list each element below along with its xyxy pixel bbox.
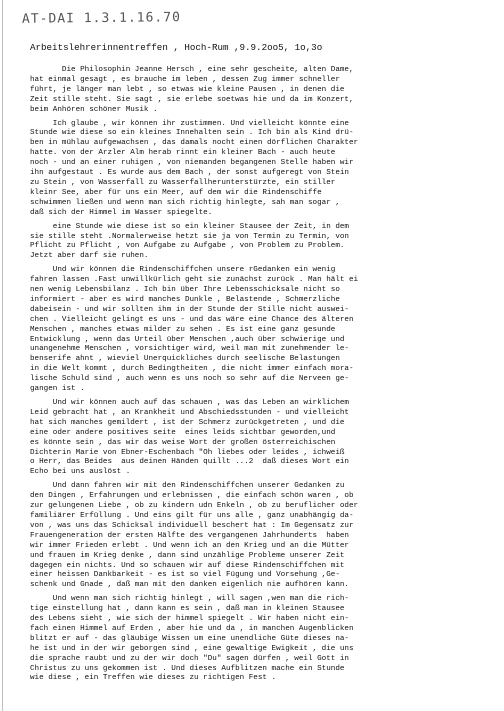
text-line: in die Welt kommt , durch Bedingtheiten , die nicht immer einfach mora- xyxy=(30,365,354,374)
text-line: schwimmen ließen und wenn man sich richtig hinlegte, sah man sogar , xyxy=(30,198,340,207)
text-line: fach einen Himmel auf Erden , aber hie und da , in manchen Augenblicken xyxy=(30,624,354,633)
text-line: Und dann fahren wir mit den Rindenschiffchen unserer Gedanken zu xyxy=(30,482,345,491)
text-line: Und wenn man sich richtig hinlegt , will sagen ,wen man die rich- xyxy=(30,595,349,604)
text-line: Menschen , manches etwas milder zu sehen . Es ist eine ganz gesunde xyxy=(30,325,336,334)
paragraph xyxy=(30,482,500,591)
text-line: führt, je länger man lebt , so etwas wie kleine Pausen , in denen die xyxy=(30,85,345,94)
text-line: sie stille steht .Normalerweise hetzt sie ja von Termin zu Termin, von xyxy=(30,232,349,241)
text-line: wie diese , ein Treffen wie dieses zu richtigen Fest . xyxy=(30,674,277,683)
text-line: Und wir können auch auf das schauen , was das Leben an wirklichem xyxy=(30,399,349,407)
text-line: Jetzt aber darf sie ruhen. xyxy=(30,252,149,261)
text-line: Ich glaube , wir können ihr zustimmen. Und vielleicht könnte eine xyxy=(30,119,349,128)
text-line: informiert - aber es wird manches Dunkle , Belastende , Schmerzliche xyxy=(30,295,340,304)
text-line: unangenehme Menschen , vorsichtiger wird, weil man mit zunehmender le- xyxy=(30,345,349,354)
text-line: ben in mühlau aufgewachsen , das damals nocht einen dörflichen Charakter xyxy=(30,139,359,148)
text-line: dagegen ein nichts. Und so schauen wir auf diese Rindenschiffchen mit xyxy=(30,561,345,570)
text-line: Christus zu uns gekommen ist . Und dieses Aufblitzen mache ein Stunde xyxy=(30,664,345,673)
text-line: ihn aufgestaut . Es wurde aus dem Bach , der sonst aufgeregt von Stein xyxy=(30,169,349,178)
text-line: fahren lassen .Fast unwillkürlich geht sie zunächst zurück . Man hält ei xyxy=(30,276,359,285)
text-line: Echo bei uns auslöst . xyxy=(30,468,131,477)
text-line: kleinr See, aber für uns ein Meer, auf dem wir die Rindenschiffe xyxy=(30,188,322,197)
page-edge-line xyxy=(2,0,3,711)
text-line: einer heissen Dankbarkeit - es ist so viel Fügung und Vorsehung ,Ge- xyxy=(30,571,340,580)
paragraph xyxy=(30,595,500,684)
text-line: zu Stein , von Wasserfall zu Wasserfallherunterstürzte, ein stiller xyxy=(30,178,336,187)
text-line: familiärer Erfüllung . Und eins gilt für uns alle , ganz unabhängig da- xyxy=(30,511,354,520)
text-line: beim Anhören schöner Musik . xyxy=(30,105,158,114)
text-line: hat einmal gesagt , es brauche im leben , dessen Zug immer schneller xyxy=(30,75,340,84)
text-line: daß sich der Himmel im Wasser spiegelte. xyxy=(30,208,213,217)
text-line: zur gelungenen Liebe , ob zu kindern udn Enkeln , ob zu beruflicher oder xyxy=(30,502,359,511)
text-line: blitzt er auf - das gläubige Wissen um eine unendliche Güte dieses na- xyxy=(30,634,349,643)
text-line: Stunde wie diese so ein kleines Innehalten sein . Ich bin als Kind drü- xyxy=(30,129,354,138)
text-line: es könnte sein , das wir das weise Wort der großen österreichischen xyxy=(30,438,336,447)
text-line: eine Stunde wie diese ist so ein kleiner Stausee der Zeit, in dem xyxy=(30,222,349,231)
text-line: wir immer Frieden erlebt . Und wenn ich an den Krieg und an die Mütter xyxy=(30,541,349,550)
text-line: Entwicklung , wenn das Urteil über Menschen ,auch über schwierige und xyxy=(30,335,345,344)
text-line: o Herr, das Beides aus deinen Händen quillt ...2 daß dieses Wort ein xyxy=(30,458,349,467)
paragraph xyxy=(30,399,500,478)
text-line: tige einstellung hat , dann kann es sein , daß man in kleinen Stausee xyxy=(30,605,345,614)
archive-stamp: AT-DAI 1.3.1.16.70 xyxy=(21,10,181,27)
text-line: benserife ahnt , wieviel Unerquickliches durch seelische Belastungen xyxy=(30,355,340,364)
text-line: lische Schuld sind , auch wenn es uns noch so sehr auf die Nerveen ge- xyxy=(30,375,349,384)
paragraph xyxy=(30,120,500,219)
text-line: nen wenig Lebensbilanz . Ich bin über Ihre Lebensschicksale nicht so xyxy=(30,286,340,295)
text-line: und frauen im Krieg denke , dann sind unzählige Probleme unserer Zeit xyxy=(30,551,345,560)
text-line: chen . Vielleicht gelingt es uns - und das wäre eine Chance des älteren xyxy=(30,315,354,324)
text-line: gangen ist . xyxy=(30,385,85,394)
text-line: Die Philosophin Jeanne Hersch , eine sehr gescheite, alten Dame, xyxy=(30,66,354,74)
text-line: Leid gebracht hat , an Krankheit und Abschiedsstunden - und vielleicht xyxy=(30,408,349,417)
text-line: des Lebens sieht , wie sich der himmel spiegelt . Wir haben nicht ein- xyxy=(30,615,349,624)
document-body xyxy=(30,66,500,684)
text-line: Zeit stille steht. Sie sagt , sie erlebe soetwas hie und da im Konzert, xyxy=(30,95,354,104)
text-line: noch - und an einer ruhigen , von niemanden begangenen Stelle haben wir xyxy=(30,159,354,168)
text-line: den Dingen , Erfahrungen und erlebnissen , die einfach schön waren , ob xyxy=(30,492,354,501)
paragraph xyxy=(30,66,500,116)
text-line: dabeisein - und wir sollten ihm in der Stunde der Stille nicht auswei- xyxy=(30,305,349,314)
text-line: Frauengeneration der ersten Hälfte des vergangenen Jahrhunderts haben xyxy=(30,531,349,540)
text-line: hat sich manches gemildert , ist der Schmerz zurückgetreten , und die xyxy=(30,418,345,427)
text-line: eine oder andere positives seite eines leids sichtbar geworden,und xyxy=(30,428,336,437)
text-line: die sprache raubt und zu der wir doch "Du" sagen dürfen , weil Gott in xyxy=(30,654,349,663)
paragraph xyxy=(30,266,500,395)
document-header: Arbeitslehrerinnentreffen , Hoch-Rum ,9.9.2oo5, 1o,3o xyxy=(30,42,323,53)
text-line: schenk und Gnade , daß man mit den danken eigenlich nie aufhören kann. xyxy=(30,581,349,590)
text-line: von , was uns das Schicksal individuell beschert hat : Im Gegensatz zur xyxy=(30,521,354,530)
text-line: Dichterin Marie von Ebner-Eschenbach "Oh liebes oder leides , ichweiß xyxy=(30,448,345,457)
text-line: he ist und in der wir geborgen sind , eine gewaltige Ewigkeit , die uns xyxy=(30,644,354,653)
text-line: hatte. von der Arzler Alm herab rinnt ein kleiner Bach - auch heute xyxy=(30,149,336,158)
paragraph xyxy=(30,223,500,263)
text-line: Pflicht zu Pflicht , von Aufgabe zu Aufgabe , von Problem zu Problem. xyxy=(30,242,345,251)
text-line: Und wir können die Rindenschiffchen unsere rGedanken ein wenig xyxy=(30,266,336,275)
